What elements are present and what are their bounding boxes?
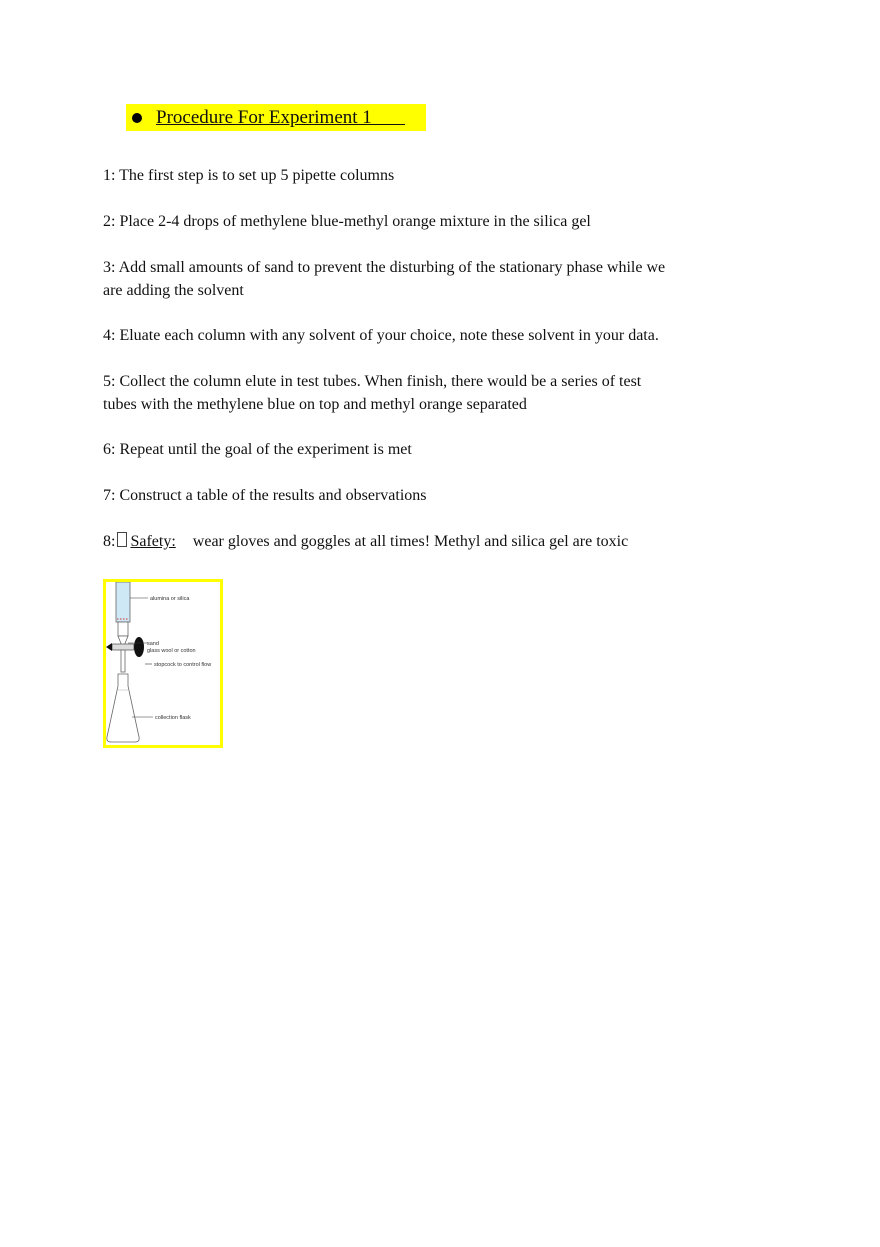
step-1: 1: The first step is to set up 5 pipette columns xyxy=(103,167,395,184)
step-3-continued: are adding the solvent xyxy=(103,282,244,299)
lower-tube xyxy=(118,622,128,636)
label-flask: collection flask xyxy=(155,715,191,721)
heading-highlight xyxy=(126,104,426,131)
stopcock-tip xyxy=(106,643,112,651)
step-3: 3: Add small amounts of sand to prevent the disturbing of the stationary phase while we xyxy=(103,259,666,276)
step-7: 7: Construct a table of the results and observations xyxy=(103,487,427,504)
heading-title: Procedure For Experiment 1 xyxy=(156,107,406,128)
label-glass-wool: glass wool or cotton xyxy=(147,648,196,654)
missing-glyph-icon xyxy=(117,532,127,547)
column-stem xyxy=(121,650,125,672)
stopcock-handle xyxy=(134,637,144,657)
collection-flask xyxy=(107,674,139,742)
apparatus-illustration xyxy=(106,582,220,745)
label-sand: sand xyxy=(147,641,159,647)
label-alumina: alumina or silica xyxy=(150,596,190,602)
column-tube xyxy=(116,582,130,622)
bullet-icon xyxy=(132,113,142,123)
step-5: 5: Collect the column elute in test tubes. When finish, there would be a series of test xyxy=(103,373,642,390)
step-6: 6: Repeat until the goal of the experiment is met xyxy=(103,441,412,458)
safety-prefix: 8: xyxy=(103,533,116,550)
label-stopcock: stopcock to control flow xyxy=(154,662,212,668)
safety-label: Safety: xyxy=(130,533,176,550)
stopcock-body xyxy=(112,644,134,650)
column-chromatography-diagram xyxy=(103,579,223,748)
step-2: 2: Place 2-4 drops of methylene blue-methyl orange mixture in the silica gel xyxy=(103,213,591,230)
step-5-continued: tubes with the methylene blue on top and methyl orange separated xyxy=(103,396,527,413)
safety-text: wear gloves and goggles at all times! Methyl and silica gel are toxic xyxy=(192,533,629,550)
step-8-safety xyxy=(103,530,723,553)
step-4: 4: Eluate each column with any solvent of your choice, note these solvent in your data. xyxy=(103,327,659,344)
